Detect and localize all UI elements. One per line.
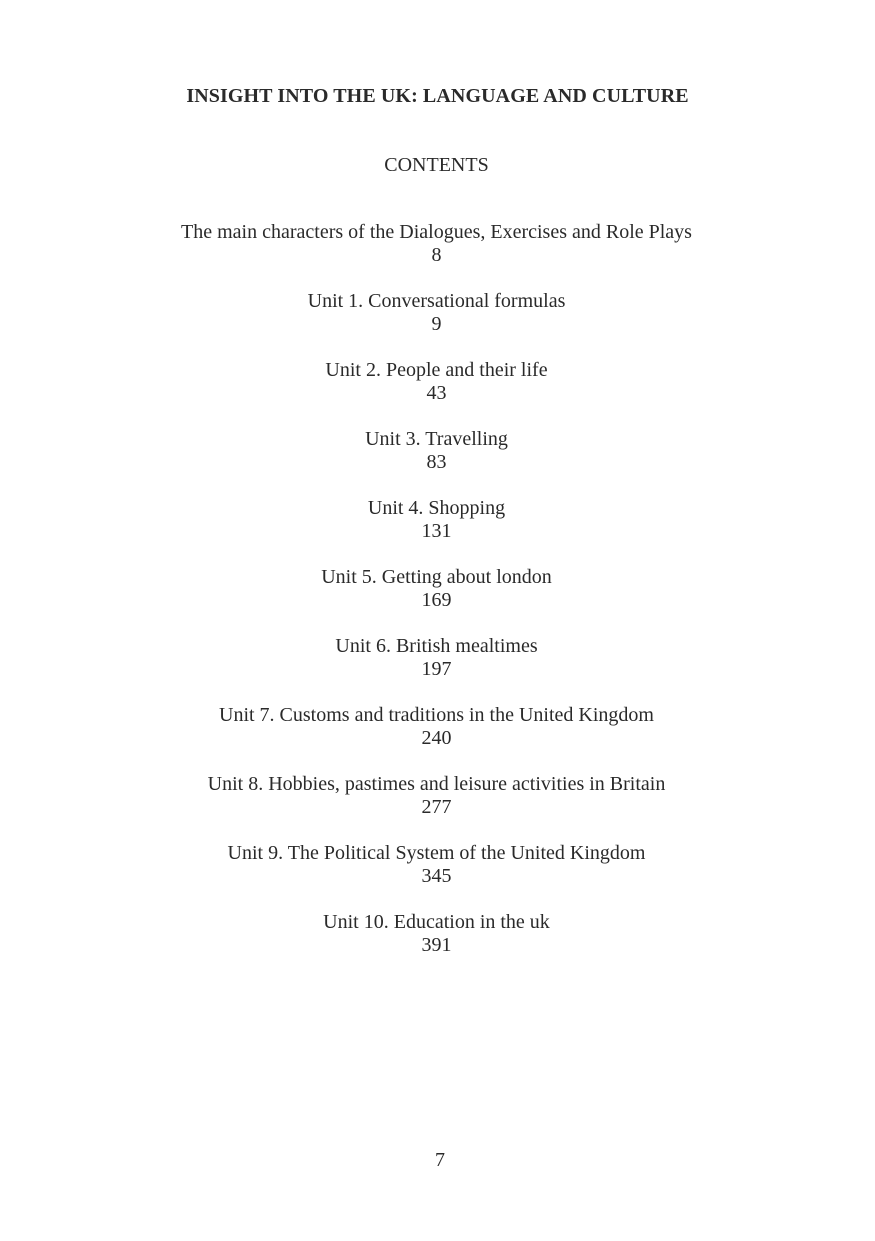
toc-entry-page: 169 [421, 589, 452, 611]
toc-entry-title: Unit 4. Shopping [367, 497, 506, 519]
toc-entry-title: Unit 5. Getting about london [321, 566, 552, 588]
toc-entry-page: 43 [426, 382, 447, 404]
toc-entry-page: 83 [426, 451, 447, 473]
toc-entry-page: 277 [421, 796, 452, 818]
book-title: INSIGHT INTO THE UK: LANGUAGE AND CULTURE [186, 85, 689, 107]
toc-entry-page: 197 [421, 658, 452, 680]
toc-entry[interactable] [0, 704, 873, 773]
toc-entry[interactable] [0, 359, 873, 428]
toc-entry[interactable] [0, 635, 873, 704]
toc-entry[interactable] [0, 566, 873, 635]
toc-entry[interactable] [0, 290, 873, 359]
table-of-contents [0, 221, 873, 980]
toc-entry-title: Unit 9. The Political System of the United Kingdom [227, 842, 646, 864]
page-number: 7 [435, 1149, 445, 1171]
toc-entry-page: 9 [431, 313, 442, 335]
toc-entry-page: 131 [421, 520, 452, 542]
toc-entry-title: Unit 8. Hobbies, pastimes and leisure activities in Britain [207, 773, 666, 795]
toc-entry[interactable] [0, 497, 873, 566]
toc-entry-title: Unit 3. Travelling [365, 428, 508, 450]
contents-heading: CONTENTS [384, 154, 489, 176]
toc-entry[interactable] [0, 428, 873, 497]
toc-entry[interactable] [0, 911, 873, 980]
toc-entry-page: 240 [421, 727, 452, 749]
toc-entry[interactable] [0, 773, 873, 842]
toc-entry-title: The main characters of the Dialogues, Exercises and Role Plays [181, 221, 692, 243]
toc-entry[interactable] [0, 842, 873, 911]
toc-entry-title: Unit 1. Conversational formulas [307, 290, 566, 312]
toc-entry-page: 8 [431, 244, 442, 266]
toc-entry-title: Unit 7. Customs and traditions in the United Kingdom [219, 704, 654, 726]
toc-entry-page: 345 [421, 865, 452, 887]
toc-entry-title: Unit 6. British mealtimes [335, 635, 538, 657]
toc-entry[interactable] [0, 221, 873, 290]
toc-entry-page: 391 [421, 934, 452, 956]
toc-entry-title: Unit 2. People and their life [325, 359, 548, 381]
toc-entry-title: Unit 10. Education in the uk [323, 911, 550, 933]
